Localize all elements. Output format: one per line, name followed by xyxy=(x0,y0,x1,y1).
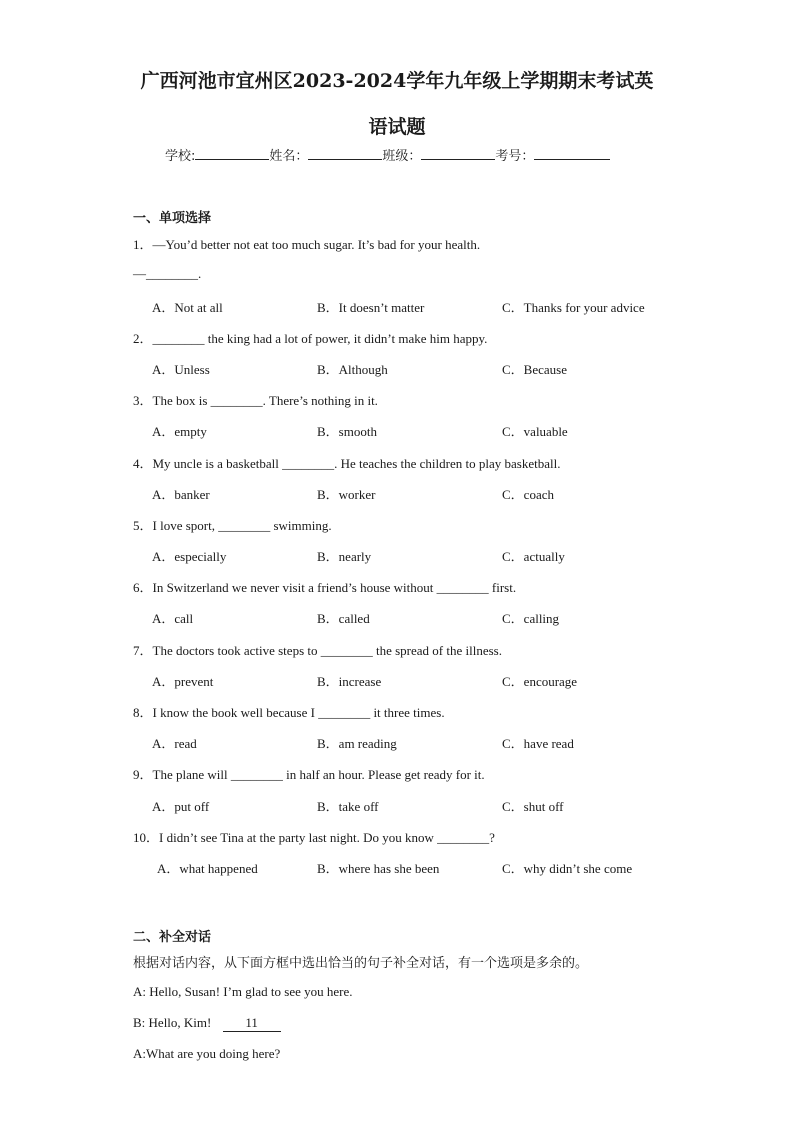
question-8-option-c[interactable]: C．have read xyxy=(502,736,574,751)
name-label: 姓名： xyxy=(269,149,309,164)
question-4-option-b[interactable]: B．worker xyxy=(317,487,376,502)
question-7-stem: 7．The doctors took active steps to ________ the spread of the illness. xyxy=(133,643,502,658)
question-1-option-a[interactable]: A．Not at all xyxy=(152,300,223,315)
question-5-option-a[interactable]: A．especially xyxy=(152,549,227,564)
answer-blank-11[interactable]: 11 xyxy=(223,1015,281,1032)
section2-instruction: 根据对话内容，从下面方框中选出恰当的句子补全对话，有一个选项是多余的。 xyxy=(133,956,589,971)
question-3-option-b[interactable]: B．smooth xyxy=(317,424,377,439)
page-title-line2: 语试题 xyxy=(368,116,426,138)
question-7-option-b[interactable]: B．increase xyxy=(317,674,382,689)
question-4-stem: 4．My uncle is a basketball ________. He teaches the children to play basketball. xyxy=(133,456,561,471)
dialogue-line-2-text: B: Hello, Kim! xyxy=(133,1015,212,1030)
question-2-option-b[interactable]: B．Although xyxy=(317,362,388,377)
question-9-option-c[interactable]: C．shut off xyxy=(502,799,564,814)
question-3-option-c[interactable]: C．valuable xyxy=(502,424,568,439)
question-8-option-a[interactable]: A．read xyxy=(152,736,197,751)
question-3-option-a[interactable]: A．empty xyxy=(152,424,207,439)
class-field[interactable] xyxy=(421,147,495,160)
question-6-option-c[interactable]: C．calling xyxy=(502,611,560,626)
dialogue-line-1: A: Hello, Susan! I’m glad to see you here. xyxy=(133,984,353,999)
question-10-option-c[interactable]: C．why didn’t she come xyxy=(502,861,633,876)
question-5-option-b[interactable]: B．nearly xyxy=(317,549,372,564)
question-6-option-b[interactable]: B．called xyxy=(317,611,370,626)
section1-heading: 一、单项选择 xyxy=(133,211,212,226)
question-5-option-c[interactable]: C．actually xyxy=(502,549,565,564)
question-1-option-c[interactable]: C．Thanks for your advice xyxy=(502,300,645,315)
dialogue-line-2 xyxy=(133,1015,281,1032)
question-8-option-b[interactable]: B．am reading xyxy=(317,736,397,751)
dialogue-line-3: A:What are you doing here? xyxy=(133,1046,281,1061)
question-2-option-c[interactable]: C．Because xyxy=(502,362,567,377)
number-label: 考号： xyxy=(495,149,535,164)
question-8-stem: 8．I know the book well because I ________ it three times. xyxy=(133,705,445,720)
question-1-stem: 1．—You’d better not eat too much sugar. It’s bad for your health. xyxy=(133,237,481,252)
question-4-option-a[interactable]: A．banker xyxy=(152,487,210,502)
name-field[interactable] xyxy=(308,147,382,160)
question-4-option-c[interactable]: C．coach xyxy=(502,487,554,502)
question-6-stem: 6．In Switzerland we never visit a friend’s house without ________ first. xyxy=(133,580,517,595)
question-10-option-b[interactable]: B．where has she been xyxy=(317,861,440,876)
question-5-stem: 5．I love sport, ________ swimming. xyxy=(133,518,332,533)
student-info-row xyxy=(165,145,610,164)
school-field[interactable] xyxy=(195,147,269,160)
class-label: 班级： xyxy=(382,149,422,164)
page-title-line1: 广西河池市宜州区2023-2024学年九年级上学期期末考试英 xyxy=(140,70,654,92)
question-9-stem: 9．The plane will ________ in half an hour. Please get ready for it. xyxy=(133,767,485,782)
question-7-option-a[interactable]: A．prevent xyxy=(152,674,214,689)
question-1-stem-reply: —________. xyxy=(133,266,202,281)
question-2-option-a[interactable]: A．Unless xyxy=(152,362,210,377)
number-field[interactable] xyxy=(534,147,610,160)
section2-heading: 二、补全对话 xyxy=(133,930,212,945)
question-3-stem: 3．The box is ________. There’s nothing in it. xyxy=(133,393,378,408)
question-9-option-b[interactable]: B．take off xyxy=(317,799,379,814)
question-1-option-b[interactable]: B．It doesn’t matter xyxy=(317,300,425,315)
question-7-option-c[interactable]: C．encourage xyxy=(502,674,578,689)
question-9-option-a[interactable]: A．put off xyxy=(152,799,210,814)
question-6-option-a[interactable]: A．call xyxy=(152,611,194,626)
school-label: 学校: xyxy=(165,149,196,164)
question-10-stem: 10．I didn’t see Tina at the party last night. Do you know ________? xyxy=(133,830,495,845)
question-2-stem: 2．________ the king had a lot of power, it didn’t make him happy. xyxy=(133,331,488,346)
question-10-option-a[interactable]: A．what happened xyxy=(157,861,258,876)
